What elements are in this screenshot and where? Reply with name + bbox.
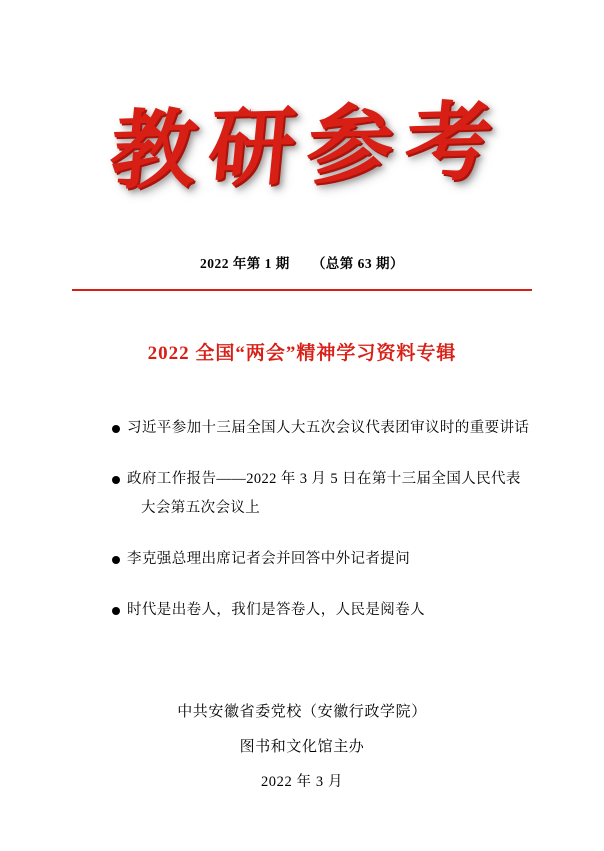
list-item <box>112 465 532 523</box>
list-item-text: 习近平参加十三届全国人大五次会议代表团审议时的重要讲话 <box>127 420 530 436</box>
list-item-text: 时代是出卷人，我们是答卷人，人民是阅卷人 <box>127 602 425 618</box>
masthead-title: 教研参考 <box>105 90 509 202</box>
bullet-icon <box>112 556 120 564</box>
list-item-text: 政府工作报告——2022 年 3 月 5 日在第十三届全国人民代表 <box>127 471 521 487</box>
red-divider-rule <box>72 289 532 291</box>
publisher-name: 中共安徽省委党校（安徽行政学院） <box>177 704 427 720</box>
publication-date: 2022 年 3 月 <box>260 774 344 790</box>
footer <box>0 700 604 805</box>
bullet-icon <box>112 607 120 615</box>
bullet-icon <box>112 476 120 484</box>
contents-list <box>112 414 532 647</box>
list-item <box>112 596 532 625</box>
issue-line <box>0 252 604 272</box>
issue-total-number: （总第 63 期） <box>311 256 405 271</box>
publisher-department: 图书和文化馆主办 <box>239 739 365 755</box>
masthead <box>0 82 604 212</box>
list-item <box>112 545 532 574</box>
list-item <box>112 414 532 443</box>
bullet-icon <box>112 425 120 433</box>
issue-number: 2022 年第 1 期 <box>199 256 290 271</box>
subject-title: 2022 全国“两会”精神学习资料专辑 <box>147 343 457 364</box>
list-item-text-line2: 大会第五次会议上 <box>141 500 261 516</box>
list-item-text: 李克强总理出席记者会并回答中外记者提问 <box>127 551 411 567</box>
